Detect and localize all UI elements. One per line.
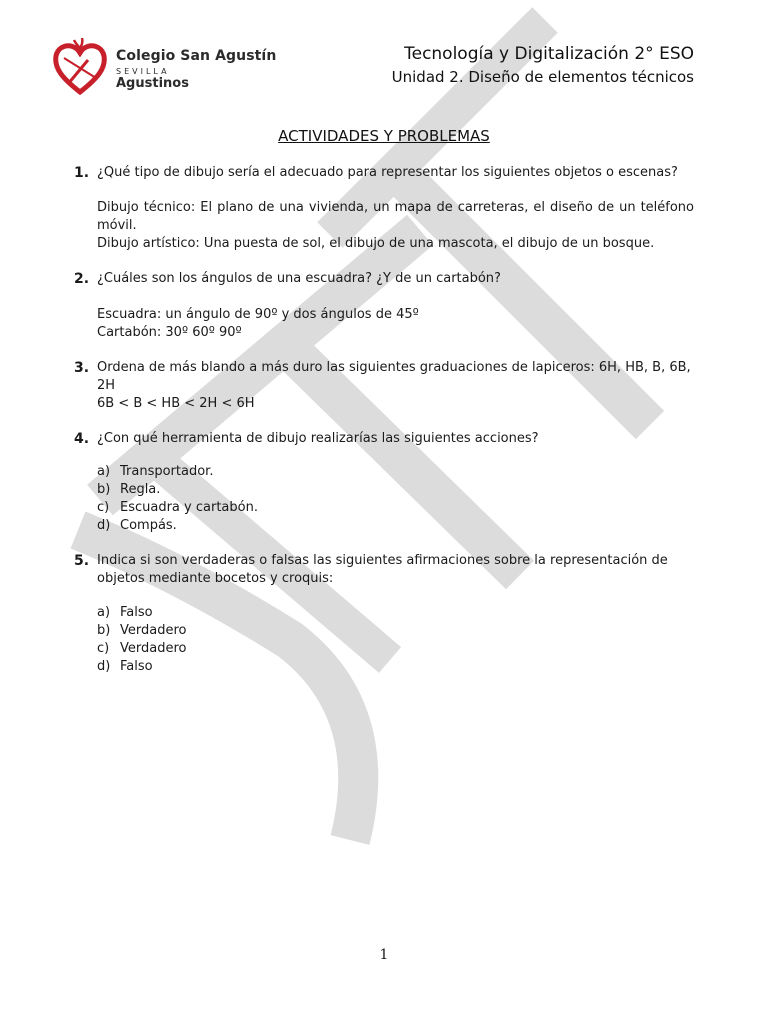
item-letter: b) (97, 482, 111, 497)
item-text: Transportador. (120, 464, 214, 479)
answer-line: 6B < B < HB < 2H < 6H (97, 396, 255, 411)
item-text: Verdadero (120, 641, 187, 656)
question-number: 3. (74, 360, 90, 376)
list-item (97, 481, 258, 499)
question-1 (74, 164, 694, 182)
question-5 (74, 552, 694, 588)
school-logo (52, 38, 282, 100)
answer-1 (97, 199, 694, 253)
item-text: Verdadero (120, 623, 187, 638)
answer-line: Escuadra: un ángulo de 90º y dos ángulos de 45º (97, 307, 419, 322)
question-4 (74, 430, 694, 448)
page-number: 1 (379, 947, 389, 963)
item-text: Escuadra y cartabón. (120, 500, 258, 515)
document-title: ACTIVIDADES Y PROBLEMAS (278, 127, 490, 145)
item-text: Falso (120, 605, 153, 620)
list-item (97, 604, 186, 622)
question-text: ¿Cuáles son los ángulos de una escuadra? ¿Y de un cartabón? (97, 271, 501, 286)
question-text: ¿Con qué herramienta de dibujo realizarías las siguientes acciones? (97, 431, 539, 446)
answer-2 (97, 306, 694, 342)
list-item (97, 517, 258, 535)
school-order: Agustinos (116, 76, 189, 91)
question-text: Indica si son verdaderas o falsas las siguientes afirmaciones sobre la representación de objetos mediante bocetos y croquis: (97, 553, 668, 586)
school-city: SEVILLA (116, 67, 170, 76)
item-letter: c) (97, 500, 110, 515)
list-item (97, 658, 186, 676)
item-letter: a) (97, 605, 111, 620)
list-item (97, 499, 258, 517)
list-item (97, 640, 186, 658)
question-number: 2. (74, 271, 90, 287)
question-number: 4. (74, 431, 90, 447)
answer-3 (97, 395, 694, 413)
heart-logo-icon (52, 38, 108, 96)
item-text: Regla. (120, 482, 161, 497)
question-text: Ordena de más blando a más duro las siguientes graduaciones de lapiceros: 6H, HB, B, 6B, 2H (97, 360, 691, 393)
question-text: ¿Qué tipo de dibujo sería el adecuado para representar los siguientes objetos o escenas? (97, 165, 678, 180)
question-number: 5. (74, 553, 90, 569)
answer-4-list (97, 463, 258, 535)
list-item (97, 622, 186, 640)
unit-subtitle: Unidad 2. Diseño de elementos técnicos (391, 68, 694, 86)
question-2 (74, 270, 694, 288)
course-title: Tecnología y Digitalización 2° ESO (404, 44, 694, 64)
answer-5-list (97, 604, 186, 676)
item-text: Compás. (120, 518, 177, 533)
item-letter: b) (97, 623, 111, 638)
item-letter: d) (97, 518, 111, 533)
question-number: 1. (74, 165, 90, 181)
item-text: Falso (120, 659, 153, 674)
list-item (97, 463, 258, 481)
answer-line: Dibujo artístico: Una puesta de sol, el dibujo de una mascota, el dibujo de un bosque. (97, 236, 655, 251)
answer-line: Cartabón: 30º 60º 90º (97, 325, 242, 340)
item-letter: c) (97, 641, 110, 656)
item-letter: d) (97, 659, 111, 674)
question-3 (74, 359, 694, 395)
answer-line: Dibujo técnico: El plano de una vivienda, un mapa de carreteras, el diseño de un teléfono móvil. (97, 200, 694, 233)
item-letter: a) (97, 464, 111, 479)
school-name: Colegio San Agustín (116, 48, 277, 64)
